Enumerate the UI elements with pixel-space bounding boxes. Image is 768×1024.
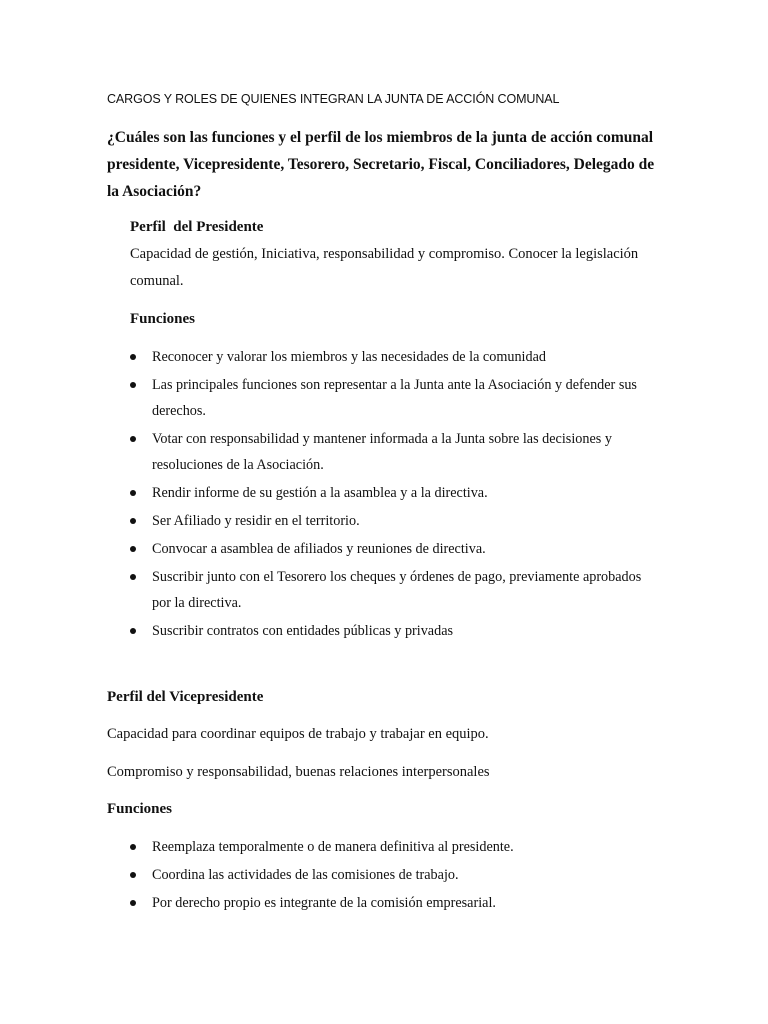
list-item-text: Ser Afiliado y residir en el territorio. (152, 513, 360, 529)
list-item-text: Suscribir junto con el Tesorero los cheques y órdenes de pago, previamente aprobados por la directiva. (152, 569, 642, 611)
bullet-icon (130, 844, 136, 850)
vicepresidente-perfil-title: Perfil del Vicepresidente (107, 689, 264, 705)
vicepresidente-perfil-text-1: Capacidad para coordinar equipos de trabajo y trabajar en equipo. (107, 726, 489, 742)
list-item (130, 834, 660, 860)
vicepresidente-perfil-text-2: Compromiso y responsabilidad, buenas relaciones interpersonales (107, 764, 490, 780)
bullet-icon (130, 900, 136, 906)
list-item-text: Reconocer y valorar los miembros y las necesidades de la comunidad (152, 349, 546, 365)
presidente-funciones-title: Funciones (130, 311, 196, 327)
list-item-text: Coordina las actividades de las comisiones de trabajo. (152, 867, 459, 883)
document-heading: CARGOS Y ROLES DE QUIENES INTEGRAN LA JUNTA DE ACCIÓN COMUNAL (107, 92, 560, 106)
list-item-text: Convocar a asamblea de afiliados y reuniones de directiva. (152, 541, 486, 557)
list-item-text: Votar con responsabilidad y mantener informada a la Junta sobre las decisiones y resoluciones de la Asociación. (152, 431, 612, 473)
list-item (130, 508, 660, 534)
presidente-perfil-title: Perfil del Presidente (130, 219, 264, 235)
bullet-icon (130, 872, 136, 878)
document-question: ¿Cuáles son las funciones y el perfil de los miembros de la junta de acción comunal presidente, Vicepresidente, Tesorero, Secretario, Fiscal, Conciliadores, Delegado de la Asociación? (107, 129, 655, 200)
list-item-text: Las principales funciones son representar a la Junta ante la Asociación y defender sus derechos. (152, 377, 637, 419)
list-item (130, 372, 660, 424)
list-item (130, 618, 660, 644)
bullet-icon (130, 490, 136, 496)
bullet-icon (130, 436, 136, 442)
list-item (130, 564, 660, 616)
list-item-text: Suscribir contratos con entidades públicas y privadas (152, 623, 454, 639)
vicepresidente-funciones-title: Funciones (107, 801, 173, 817)
bullet-icon (130, 518, 136, 524)
bullet-icon (130, 382, 136, 388)
list-item (130, 480, 660, 506)
bullet-icon (130, 354, 136, 360)
list-item-text: Rendir informe de su gestión a la asamblea y a la directiva. (152, 485, 488, 501)
presidente-perfil-text: Capacidad de gestión, Iniciativa, responsabilidad y compromiso. Conocer la legislación comunal. (130, 246, 639, 289)
list-item (130, 344, 660, 370)
list-item-text: Reemplaza temporalmente o de manera definitiva al presidente. (152, 839, 514, 855)
bullet-icon (130, 628, 136, 634)
list-item (130, 890, 660, 916)
list-item (130, 426, 660, 478)
list-item-text: Por derecho propio es integrante de la comisión empresarial. (152, 895, 496, 911)
vicepresidente-funciones-list (130, 834, 660, 918)
list-item (130, 536, 660, 562)
list-item (130, 862, 660, 888)
bullet-icon (130, 546, 136, 552)
presidente-funciones-list (130, 344, 660, 646)
bullet-icon (130, 574, 136, 580)
